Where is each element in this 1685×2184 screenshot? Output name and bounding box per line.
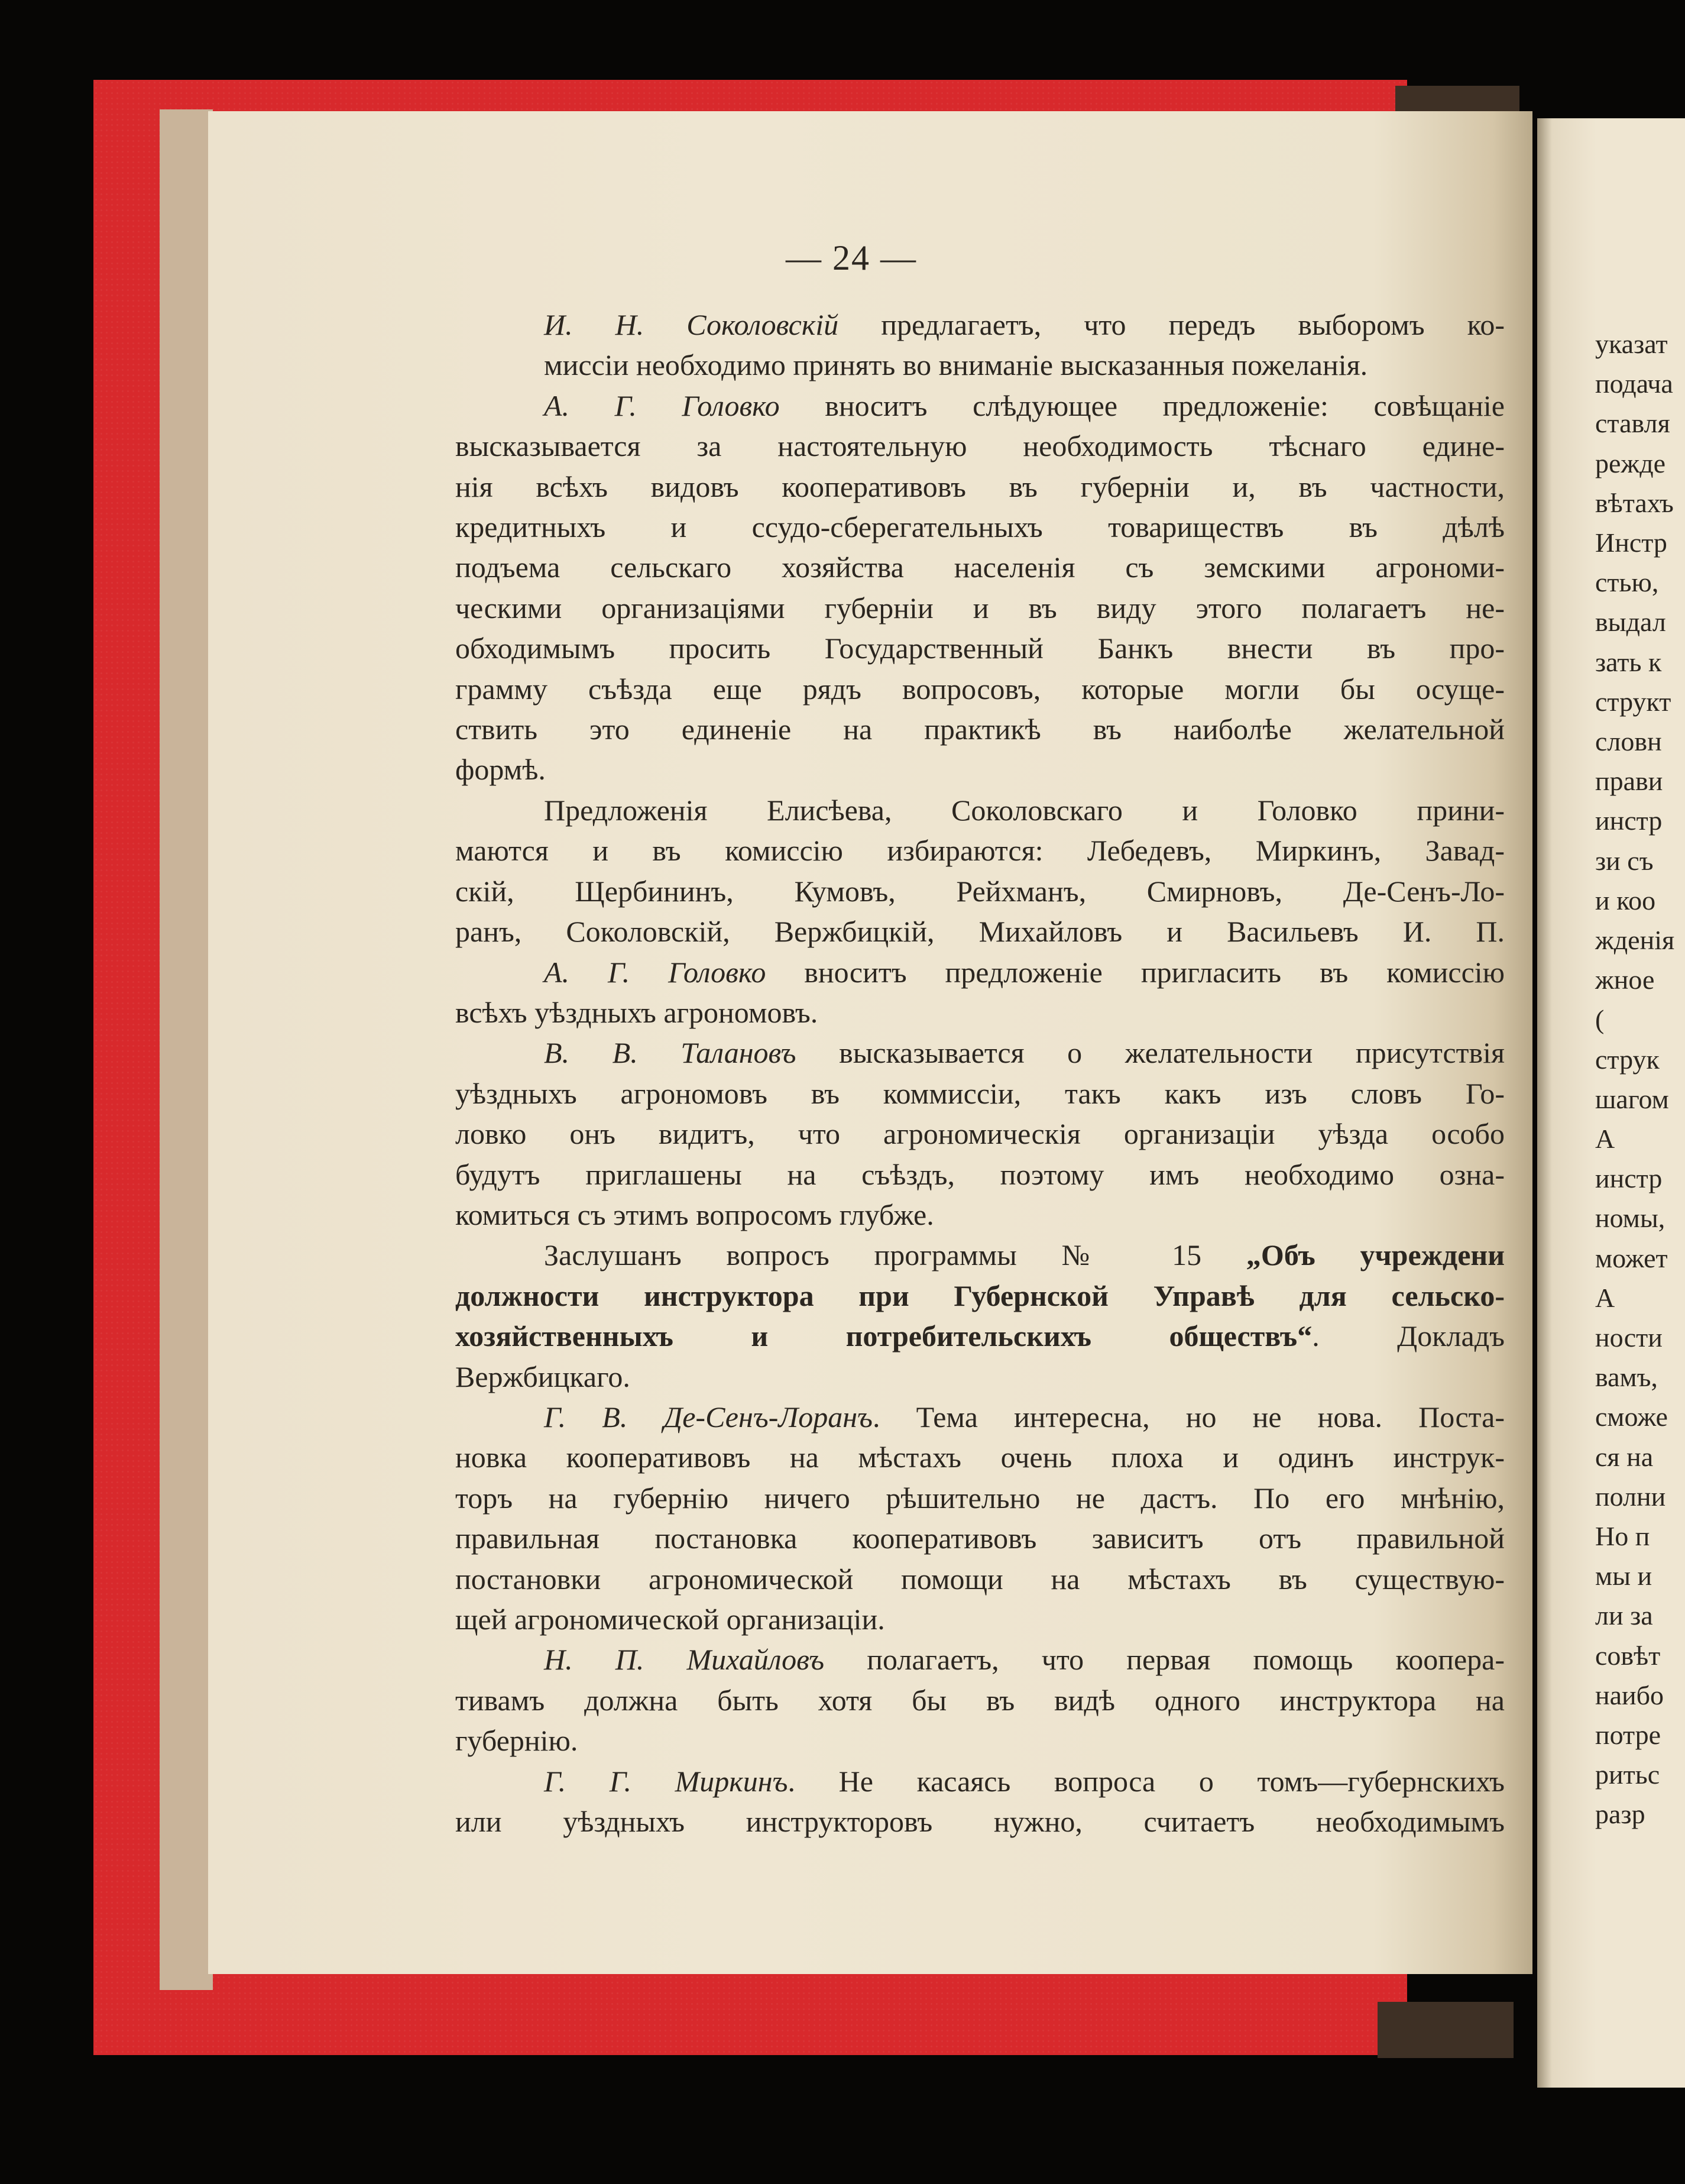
right-page-line: А [1595,1282,1615,1313]
paragraph-3: Предложенія Елисѣева, Соколовскаго и Головко прини- маются и въ комиссію избираются: Лебедевъ, Миркинъ, Завад- скій, Щербининъ, Кумовъ, Рейхманъ, Смирновъ, Де-Сенъ-Ло- ранъ, Соколовскій, Вержбицкій, Михайловъ и Васильевъ И. П. [455,793,1505,949]
right-page-line: инстр [1595,805,1663,836]
right-page-line: зи съ [1595,845,1654,876]
speaker-name: Н. П. Михайловъ [544,1643,825,1677]
right-page-line: полни [1595,1481,1666,1512]
right-page-line: жное [1595,965,1655,995]
paragraph-1: И. Н. Соколовскій предлагаетъ, что передъ выборомъ ко- миссіи необходимо принять во вниманіе высказанныя пожеланія. [544,308,1505,382]
right-page-line: структ [1595,686,1671,717]
right-page-line: ли за [1595,1600,1653,1631]
right-page-line: указат [1595,329,1668,359]
right-page-line: ( [1595,1004,1605,1035]
right-page-line: словн [1595,726,1662,756]
paragraph-5: В. В. Талановъ высказывается о желательности присутствія уѣздныхъ агрономовъ въ коммиссіи, такъ какъ изъ словъ Го- ловко онъ видитъ, что агрономическія организаціи уѣзда особо будутъ приглашены на съѣздъ, поэтому имъ необходимо озна- комиться съ этимъ вопросомъ глубже. [455,1036,1505,1231]
right-page-line: ся на [1595,1441,1654,1472]
right-page-line: стью, [1595,567,1659,598]
paragraph-9: Г. Г. Миркинъ. Не касаясь вопроса о томъ—губернскихъ или уѣздныхъ инструкторовъ нужно, считаетъ необходимымъ [455,1764,1505,1839]
right-page-line: может [1595,1243,1668,1273]
speaker-name: А. Г. Головко [544,389,780,422]
speaker-name: Г. Г. Миркинъ [544,1764,788,1798]
speaker-name: В. В. Талановъ [544,1036,796,1070]
right-page-line: мы и [1595,1561,1652,1591]
right-page-line: выдал [1595,607,1666,638]
right-page-line: наибо [1595,1680,1664,1710]
right-page-line: Инстр [1595,528,1667,558]
cover-inner-shade [160,109,213,1990]
right-page-line: Но п [1595,1521,1650,1551]
right-page-line: разр [1595,1799,1645,1830]
right-page-line: вѣтахъ [1595,487,1674,518]
paragraph-7: Г. В. Де-Сенъ-Лоранъ. Тема интересна, но не нова. Поста- новка кооперативовъ на мѣстахъ очень плоха и одинъ инструк- торъ на губернію ничего рѣшительно не дастъ. По его мнѣнію, правильная постановка кооперативовъ зависитъ отъ правильной постановки агрономической помощи на мѣстахъ въ существую- щей агрономической организаціи. [455,1400,1505,1636]
right-page-line: прави [1595,766,1663,797]
right-page-line: подача [1595,368,1673,399]
right-page-line: шагом [1595,1083,1669,1114]
page-number: — 24 — [786,238,917,277]
page-body [455,305,1505,1842]
right-page-line: жденія [1595,925,1675,955]
right-page [1537,118,1685,2088]
right-page-line: зать к [1595,646,1662,677]
right-page-line: ности [1595,1322,1663,1353]
paragraph-8: Н. П. Михайловъ полагаетъ, что первая помощь коопера- тивамъ должна быть хотя бы въ видѣ одного инструктора на губернію. [455,1643,1505,1758]
right-page-line: совѣт [1595,1640,1661,1671]
right-page-line: вамъ, [1595,1362,1658,1393]
right-page-line: А [1595,1124,1615,1154]
right-page-line: ритьс [1595,1759,1660,1790]
right-page-line: сможе [1595,1402,1668,1432]
right-page-line: и коо [1595,885,1656,915]
right-page-line: инстр [1595,1163,1663,1194]
right-page-line: номы, [1595,1203,1665,1234]
right-page-line: потре [1595,1720,1661,1750]
speaker-name: И. Н. Соколовскій [544,308,839,341]
paragraph-6: Заслушанъ вопросъ программы № 15 „Объ учреждени должности инструктора при Губернской Управѣ для сельско- хозяйственныхъ и потребительскихъ обществъ“. Докладъ Вержбицкаго. [455,1238,1505,1393]
paragraph-2: А. Г. Головко вноситъ слѣдующее предложеніе: совѣщаніе высказывается за настоятельную необходимость тѣснаго едине- нія всѣхъ видовъ кооперативовъ въ губерніи и, въ частности, кредитныхъ и ссудо-сберегательныхъ товариществъ въ дѣлѣ подъема сельскаго хозяйства населенія съ земскими агрономи- ческими организаціями губерніи и въ виду этого полагаетъ не- обходимымъ просить Государственный Банкъ внести въ про- грамму съѣзда еще рядъ вопросовъ, которые могли бы осуще- ствить это единеніе на практикѣ въ наиболѣе желательной формѣ. [455,389,1505,787]
speaker-name: Г. В. Де-Сенъ-Лоранъ [544,1400,873,1434]
right-page-line: режде [1595,448,1666,478]
paragraph-4: А. Г. Головко вноситъ предложеніе пригласить въ комиссію всѣхъ уѣздныхъ агрономовъ. [455,955,1505,1029]
book-spine-edge-bottom [1378,2002,1514,2058]
right-page-line: ставля [1595,408,1670,439]
speaker-name: А. Г. Головко [544,955,766,989]
question-title: „Объ учреждени [1246,1238,1505,1272]
right-page-line: струк [1595,1044,1660,1075]
